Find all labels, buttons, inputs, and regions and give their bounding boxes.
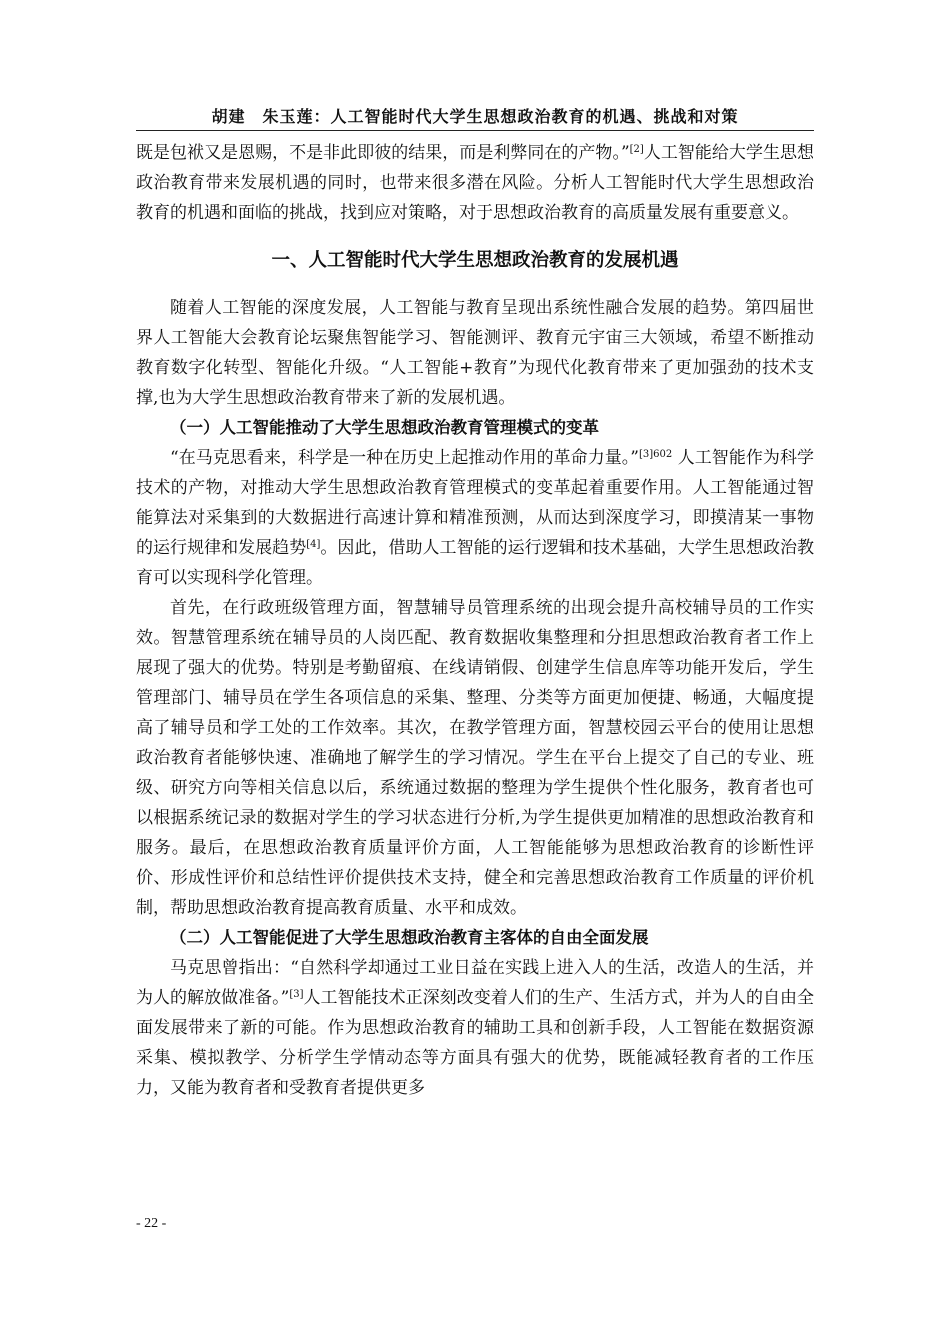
section-heading-1: 一、人工智能时代大学生思想政治教育的发展机遇 [271,250,679,271]
subsection-heading-2: （二）人工智能促进了大学生思想政治教育主客体的自由全面发展 [170,928,649,947]
header-title: ：人工智能时代大学生思想政治教育的机遇、挑战和对策 [313,107,739,126]
citation-3: [3] [289,989,304,1000]
citation-2: [2] [629,144,644,155]
subsection2-paragraph-1: 马克思曾指出：“自然科学却通过工业日益在实践上进入人的生活，改造人的生活，并为人的解放做准备。”[3]人工智能技术正深刻改变着人们的生产、生活方式，并为人的自由全面发展带来了新的可能。作为思想政治教育的辅助工具和创新手段，人工智能在数据资源采集、模拟教学、分析学生学情动态等方面具有强大的优势，既能减轻教育者的工作压力，又能为教育者和受教育者提供更多 [136,958,814,1098]
subsection1-paragraph-1: “在马克思看来，科学是一种在历史上起推动作用的革命力量。”$^{[3]602}$ 人工智能作为科学技术的产物，对推动大学生思想政治教育管理模式的变革起着重要作用。人工智能通过智能算法对采集到的大数据进行高速计算和精准预测，从而达到深度学习，即摸清某一事物的运行规律和发展趋势[4]。因此，借助人工智能的运行逻辑和技术基础，大学生思想政治教育可以实现科学化管理。 [136,448,815,588]
intro-paragraph: 既是包袱又是恩赐，不是非此即彼的结果，而是利弊同在的产物。”[2]人工智能给大学生思想政治教育带来发展机遇的同时，也带来很多潜在风险。分析人工智能时代大学生思想政治教育的机遇和面临的挑战，找到应对策略，对于思想政治教育的高质量发展有重要意义。 [136,143,814,223]
citation-3-602: [3]602 [639,449,673,460]
article-body [136,138,814,1103]
header-authors: 胡建 朱玉莲 [211,107,314,126]
subsection1-paragraph-2: 首先，在行政班级管理方面，智慧辅导员管理系统的出现会提升高校辅导员的工作实效。智慧管理系统在辅导员的人岗匹配、教育数据收集整理和分担思想政治教育者工作上展现了强大的优势。特别是考勤留痕、在线请销假、创建学生信息库等功能开发后，学生管理部门、辅导员在学生各项信息的采集、整理、分类等方面更加便捷、畅通，大幅度提高了辅导员和学工处的工作效率。其次，在教学管理方面，智慧校园云平台的使用让思想政治教育者能够快速、准确地了解学生的学习情况。学生在平台上提交了自己的专业、班级、研究方向等相关信息以后，系统通过数据的整理为学生提供个性化服务，教育者也可以根据系统记录的数据对学生的学习状态进行分析,为学生提供更加精准的思想政治教育和服务。最后，在思想政治教育质量评价方面，人工智能能够为思想政治教育的诊断性评价、形成性评价和总结性评价提供技术支持，健全和完善思想政治教育工作质量的评价机制，帮助思想政治教育提高教育质量、水平和成效。 [136,598,814,918]
subsection-heading-1: （一）人工智能推动了大学生思想政治教育管理模式的变革 [170,418,599,437]
citation-4: [4] [306,539,321,550]
page-number: - 22 - [136,1216,167,1231]
section1-paragraph-1: 随着人工智能的深度发展，人工智能与教育呈现出系统性融合发展的趋势。第四届世界人工智能大会教育论坛聚焦智能学习、智能测评、教育元宇宙三大领域，希望不断推动教育数字化转型、智能化升级。“人工智能+教育”为现代化教育带来了更加强劲的技术支撑,也为大学生思想政治教育带来了新的发展机遇。 [136,298,814,408]
running-header [136,106,814,131]
